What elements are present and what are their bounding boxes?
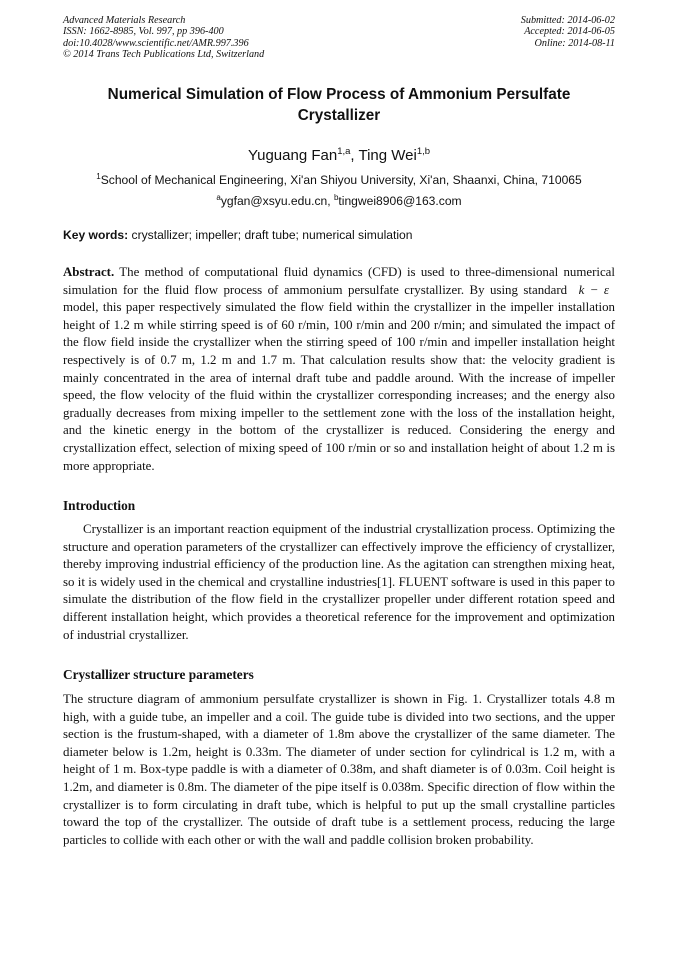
journal-name: Advanced Materials Research bbox=[63, 15, 186, 26]
keywords-text: crystallizer; impeller; draft tube; numerical simulation bbox=[128, 228, 413, 242]
author-name: Ting Wei bbox=[358, 147, 417, 164]
date-submitted: Submitted: 2014-06-02 bbox=[520, 15, 615, 26]
author-separator: , bbox=[350, 147, 359, 164]
keywords bbox=[63, 227, 615, 243]
email-mark: b bbox=[333, 193, 339, 202]
title-line-2: Crystallizer bbox=[297, 107, 381, 124]
email-separator: , bbox=[327, 194, 334, 208]
publication-dates bbox=[521, 15, 615, 49]
abstract-label: Abstract. bbox=[63, 265, 115, 279]
author-affil-mark: 1,b bbox=[416, 146, 431, 157]
author-affil-mark: 1,a bbox=[337, 146, 351, 157]
date-accepted: Accepted: 2014-06-05 bbox=[524, 26, 615, 38]
date-online: Online: 2014-08-11 bbox=[534, 37, 615, 49]
journal-info bbox=[63, 15, 264, 61]
k-epsilon-math: k − ε bbox=[578, 282, 609, 297]
affiliation-line bbox=[40, 168, 638, 189]
affiliation-mark: 1 bbox=[96, 172, 101, 181]
email-link[interactable]: ygfan@xsyu.edu.cn bbox=[220, 194, 328, 208]
abstract-text: The method of computational fluid dynamics (CFD) is used to three-dimensional numerical simulation for the fluid flow process of ammonium persulfate crystallizer. By using standard bbox=[63, 265, 615, 297]
email-link[interactable]: tingwei8906@163.com bbox=[338, 194, 462, 208]
paper-title bbox=[60, 84, 618, 126]
section-heading-introduction: Introduction bbox=[63, 498, 136, 513]
email-line bbox=[40, 189, 638, 210]
journal-copyright: © 2014 Trans Tech Publications Ltd, Switzerland bbox=[63, 49, 265, 61]
keywords-label: Key words: bbox=[63, 228, 129, 242]
email-mark: a bbox=[216, 193, 221, 202]
author-name: Yuguang Fan bbox=[247, 147, 338, 164]
journal-doi: doi:10.4028/www.scientific.net/AMR.997.396 bbox=[63, 37, 249, 49]
affiliation-text: School of Mechanical Engineering, Xi'an Shiyou University, Xi'an, Shaanxi, China, 710065 bbox=[100, 173, 582, 187]
abstract bbox=[63, 264, 615, 475]
affiliation-block bbox=[40, 168, 638, 210]
abstract-text: model, this paper respectively simulated the flow field within the crystallizer in the impeller installation height of 1.2 m while stirring speed is of 60 r/min, 100 r/min and 200 r/min; and simulated the impact of the flow field inside the crystallizer when the stirring speed of 100 r/min and impeller installation height respectively is of 0.7 m, 1.2 m and 1.7 m. That calculation results show that: the velocity gradient is mainly concentrated in the area of internal draft tube and paddle around. With the increase of impeller speed, the flow velocity of the fluid within the crystallizer corresponding increases; and the energy also gradually decreases from mixing impeller to the settlement zone with the loss of the installation height, and the kinetic energy in the bottom of the crystallizer is reduced. Considering the energy and crystallization effect, selection of mixing speed of 100 r/min or so and installation height of about 1.2 m is more appropriate. bbox=[63, 300, 615, 473]
structure-paragraph: The structure diagram of ammonium persulfate crystallizer is shown in Fig. 1. Crystallizer totals 4.8 m high, with a guide tube, an impeller and a coil. The guide tube is divided into two sections, and the upper section is the frustum-shaped, with a diameter of 1.8m above the crystallizer of the same diameter. The diameter below is 1.2m, height is 0.33m. The diameter of under section for cylindrical is 1.2 m, with a height of 1 m. Box-type paddle is with a diameter of 0.38m, and shaft diameter is of 0.03m. Coil height is 1.2m, and diameter is 0.8m. The diameter of the pipe itself is 0.038m. Specific direction of flow within the crystallizer is to form circulating in draft tube, which is helpful to put up the small crystalline particles toward the top of the crystallizer. The outside of draft tube is a settlement process, reducing the large particles to collide with each other or with the wall and paddle collision broken probability. bbox=[63, 692, 615, 847]
title-line-1: Numerical Simulation of Flow Process of Ammonium Persulfate bbox=[107, 86, 571, 103]
author-list bbox=[60, 142, 618, 166]
section-heading-structure: Crystallizer structure parameters bbox=[63, 667, 254, 682]
journal-issn: ISSN: 1662-8985, Vol. 997, pp 396-400 bbox=[63, 26, 224, 38]
introduction-paragraph: Crystallizer is an important reaction equipment of the industrial crystallization process. Optimizing the structure and operation parameters of the crystallizer can effectively improve the efficiency of crystallizer, thereby improving industrial efficiency of the production line. As the agitation can strengthen mixing heat, so it is widely used in the chemical and crystalline industries[1]. FLUENT software is used in this paper to simulate the distribution of the flow field in the crystallizer propeller under different rotation speed and different installation height, which provides a theoretical reference for the improvement and optimization of industrial crystallizer. bbox=[63, 522, 615, 642]
